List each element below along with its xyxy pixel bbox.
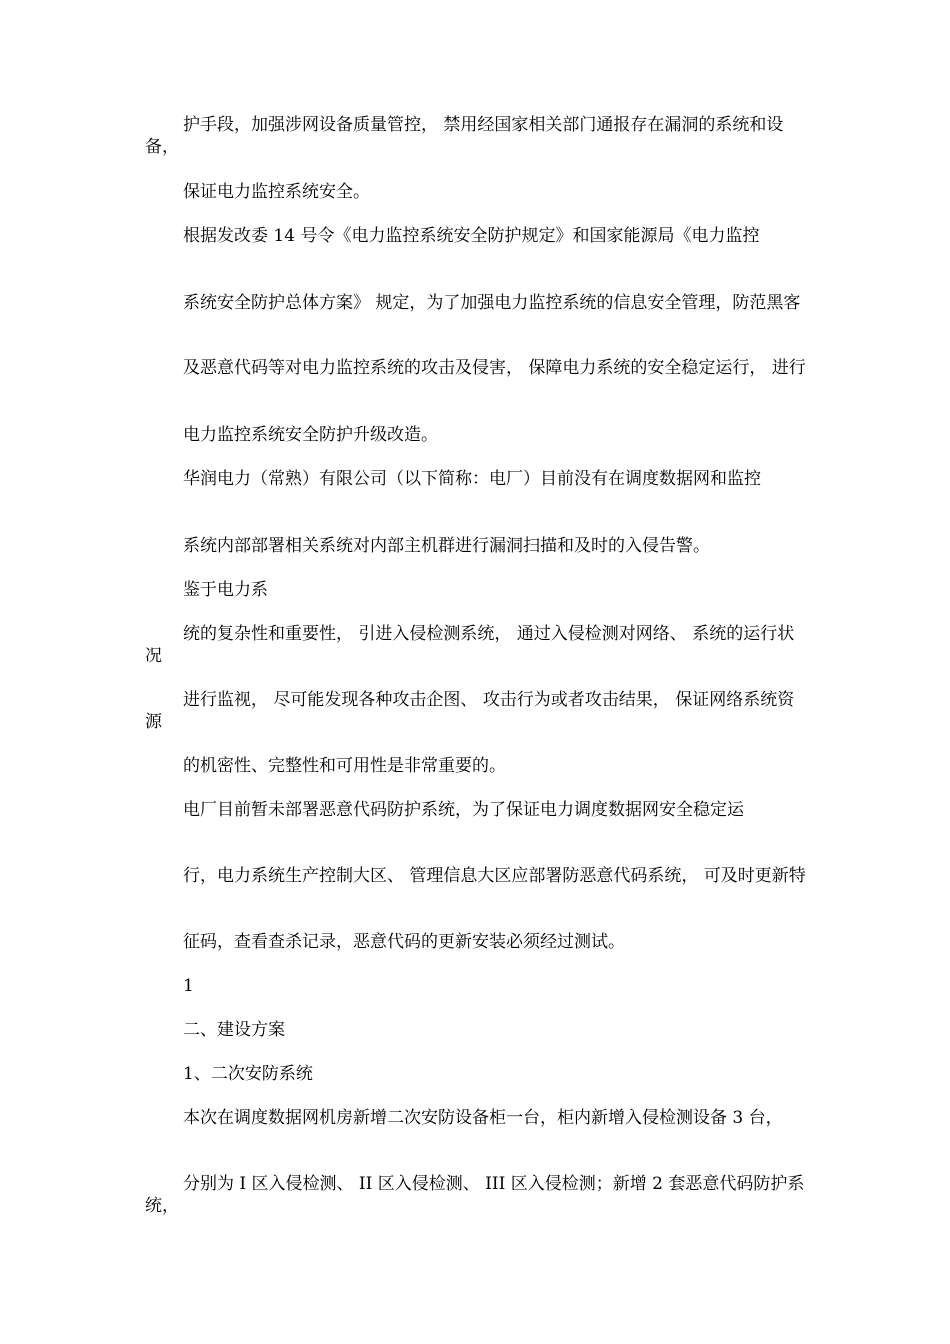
paragraph-5: 及恶意代码等对电力监控系统的攻击及侵害， 保障电力系统的安全稳定运行， 进行 [183, 358, 806, 378]
paragraph-16: 本次在调度数据网机房新增二次安防设备柜一台，柜内新增入侵检测设备 3 台， [183, 1108, 783, 1128]
paragraph-8: 系统内部部署相关系统对内部主机群进行漏洞扫描和及时的入侵告警。 [183, 536, 710, 556]
paragraph-13: 电厂目前暂未部署恶意代码防护系统，为了保证电力调度数据网安全稳定运 [183, 800, 744, 820]
paragraph-12: 的机密性、完整性和可用性是非常重要的。 [183, 756, 506, 776]
paragraph-9: 鉴于电力系 [183, 580, 268, 600]
paragraph-11: 进行监视， 尽可能发现各种攻击企图、 攻击行为或者攻击结果， 保证网络系统资源 [145, 690, 795, 732]
paragraph-3: 根据发改委 14 号令《电力监控系统安全防护规定》和国家能源局《电力监控 [183, 226, 760, 246]
paragraph-1: 护手段，加强涉网设备质量管控， 禁用经国家相关部门通报存在漏洞的系统和设备， [145, 115, 784, 157]
subsection-heading: 1、二次安防系统 [183, 1064, 313, 1084]
paragraph-15: 征码，查看查杀记录，恶意代码的更新安装必须经过测试。 [183, 932, 625, 952]
page-number: 1 [183, 976, 194, 996]
paragraph-2: 保证电力监控系统安全。 [183, 182, 370, 202]
paragraph-10: 统的复杂性和重要性， 引进入侵检测系统， 通过入侵检测对网络、 系统的运行状况 [145, 624, 795, 666]
paragraph-7: 华润电力（常熟）有限公司（以下简称：电厂）目前没有在调度数据网和监控 [183, 469, 761, 489]
paragraph-6: 电力监控系统安全防护升级改造。 [183, 425, 438, 445]
paragraph-17: 分别为 I 区入侵检测、 II 区入侵检测、 III 区入侵检测；新增 2 套恶意代码防护系统， [145, 1174, 805, 1216]
paragraph-4: 系统安全防护总体方案》 规定，为了加强电力监控系统的信息安全管理，防范黑客 [183, 293, 801, 313]
section-heading: 二、建设方案 [183, 1020, 285, 1040]
paragraph-14: 行，电力系统生产控制大区、 管理信息大区应部署防恶意代码系统， 可及时更新特 [183, 866, 806, 886]
